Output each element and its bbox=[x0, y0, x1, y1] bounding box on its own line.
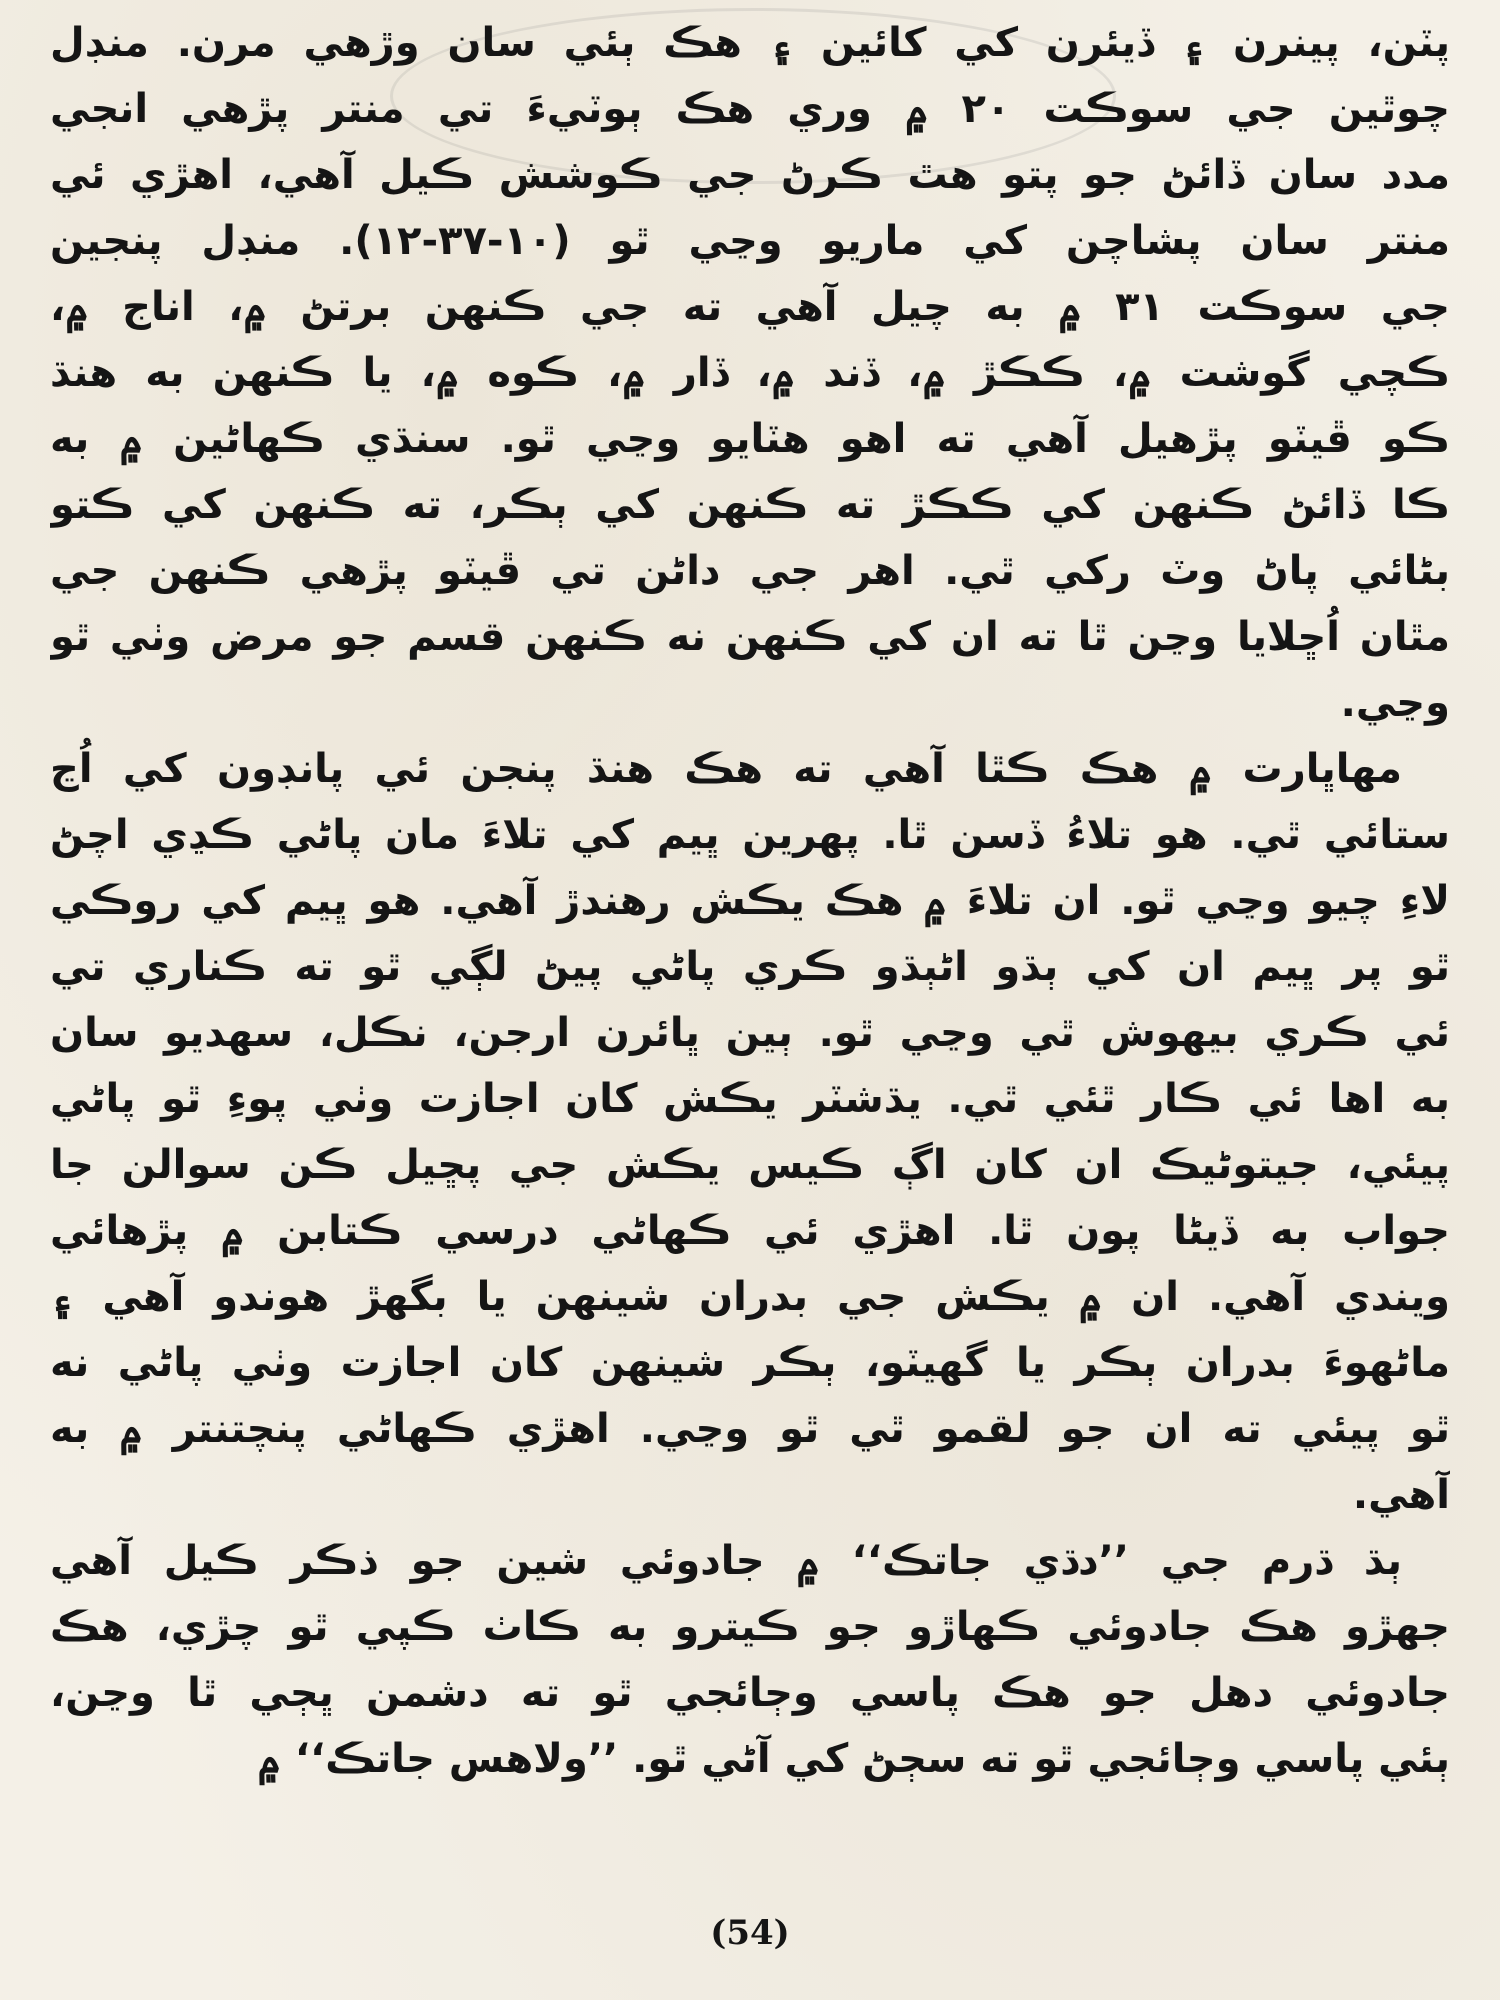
text-line: ٿو پر ڀيم ان کي ٻڌو اڻٻڌو ڪري پاڻي پيڻ لڳي ٿو ته ڪناري تي bbox=[50, 944, 1450, 990]
text-line: مدد سان ڏائڻ جو پتو هٿ ڪرڻ جي ڪوشش ڪيل آهي، اهڙي ئي bbox=[50, 152, 1450, 198]
paragraph-3 bbox=[50, 1528, 1450, 1792]
text-line: بڻائي پاڻ وٽ رکي ٿي. اهر جي داڻن تي ڦيٽو پڙهي ڪنهن جي bbox=[50, 548, 1450, 594]
text-line: جادوئي دهل جو هڪ پاسي وڄائجي ٿو ته دشمن ڀڄي ٿا وڃن، bbox=[50, 1670, 1450, 1716]
text-line: ماڻهوءَ بدران ٻڪر يا گهيٽو، ٻڪر شينهن کان اجازت وٺي پاڻي نه bbox=[50, 1340, 1450, 1386]
text-line: ڪو ڦيٽو پڙهيل آهي ته اهو هٽايو وڃي ٿو. سنڌي ڪهاڻين ۾ به bbox=[50, 416, 1450, 462]
text-line: منتر سان پشاچن کي ماريو وڃي ٿو (١٠-٣٧-١٢). منڊل پنجين bbox=[50, 218, 1450, 264]
text-line: ٻئي پاسي وڄائجي ٿو ته سڄڻ کي آڻي ٿو. ’’ولاهس جاتڪ‘‘ ۾ bbox=[257, 1736, 1450, 1782]
text-line: لاءِ چيو وڃي ٿو. ان تلاءَ ۾ هڪ يڪش رهندڙ آهي. هو ڀيم کي روڪي bbox=[50, 878, 1450, 924]
text-line: ٿو پيئي ته ان جو لقمو ٿي ٿو وڃي. اهڙي ڪهاڻي پنچتنتر ۾ به bbox=[50, 1406, 1450, 1452]
text-line: آهي. bbox=[1352, 1472, 1450, 1518]
text-line: پيئي، جيتوڻيڪ ان کان اڳ ڪيس يڪش جي پڇيل ڪن سوالن جا bbox=[50, 1142, 1450, 1188]
text-line: ئي ڪري بيهوش ٿي وڃي ٿو. ٻين ڀائرن ارجن، نڪل، سهديو سان bbox=[50, 1010, 1450, 1056]
text-line: پٽن، پينرن ۽ ڏيئرن کي کائين ۽ هڪ ٻئي سان وڙهي مرن. منڊل bbox=[50, 20, 1450, 66]
page-number: (54) bbox=[710, 1913, 790, 1953]
body-text bbox=[50, 10, 1450, 1792]
text-line: جواب به ڏيڻا پون ٿا. اهڙي ئي ڪهاڻي درسي ڪتابن ۾ پڙهائي bbox=[50, 1208, 1450, 1254]
paragraph-2 bbox=[50, 736, 1450, 1528]
text-line: ڪچي گوشت ۾، ڪڪڙ ۾، ڏند ۾، ڏار ۾، ڪوه ۾، يا ڪنهن به هنڌ bbox=[50, 350, 1450, 396]
text-line: چوٿين جي سوڪت ٢٠ ۾ وري هڪ ٻوٽيءَ تي منتر پڙهي انجي bbox=[50, 86, 1450, 132]
text-line: جهڙو هڪ جادوئي ڪهاڙو جو ڪيترو به ڪاٺ ڪپي ٿو چڙي، هڪ bbox=[50, 1604, 1450, 1650]
text-line: وڃي. bbox=[1340, 680, 1450, 726]
text-line: مهاڀارت ۾ هڪ ڪٿا آهي ته هڪ هنڌ پنجن ئي پانڊون کي اُڃ bbox=[50, 746, 1402, 792]
text-line: ڪا ڏائڻ ڪنهن کي ڪڪڙ ته ڪنهن کي ٻڪر، ته ڪنهن کي ڪتو bbox=[50, 482, 1450, 528]
text-line: جي سوڪت ٣١ ۾ به چيل آهي ته جي ڪنهن برتڻ ۾، اناج ۾، bbox=[50, 284, 1450, 330]
text-line: مٿان اُڇلايا وڃن ٿا ته ان کي ڪنهن نه ڪنهن قسم جو مرض وٺي ٿو bbox=[50, 614, 1450, 660]
text-line: ستائي ٿي. هو تلاءُ ڏسن ٿا. پهرين ڀيم کي تلاءَ مان پاڻي ڪڍي اچڻ bbox=[50, 812, 1450, 858]
paragraph-1 bbox=[50, 10, 1450, 736]
text-line: ويندي آهي. ان ۾ يڪش جي بدران شينهن يا بگهڙ هوندو آهي ۽ bbox=[50, 1274, 1450, 1320]
text-line: ٻڌ ڌرم جي ’’دڌي جاتڪ‘‘ ۾ جادوئي شين جو ذڪر ڪيل آهي bbox=[50, 1538, 1402, 1584]
text-line: به اها ئي ڪار ٿئي ٿي. يڌشٽر يڪش کان اجازت وٺي پوءِ ٿو پاڻي bbox=[50, 1076, 1450, 1122]
